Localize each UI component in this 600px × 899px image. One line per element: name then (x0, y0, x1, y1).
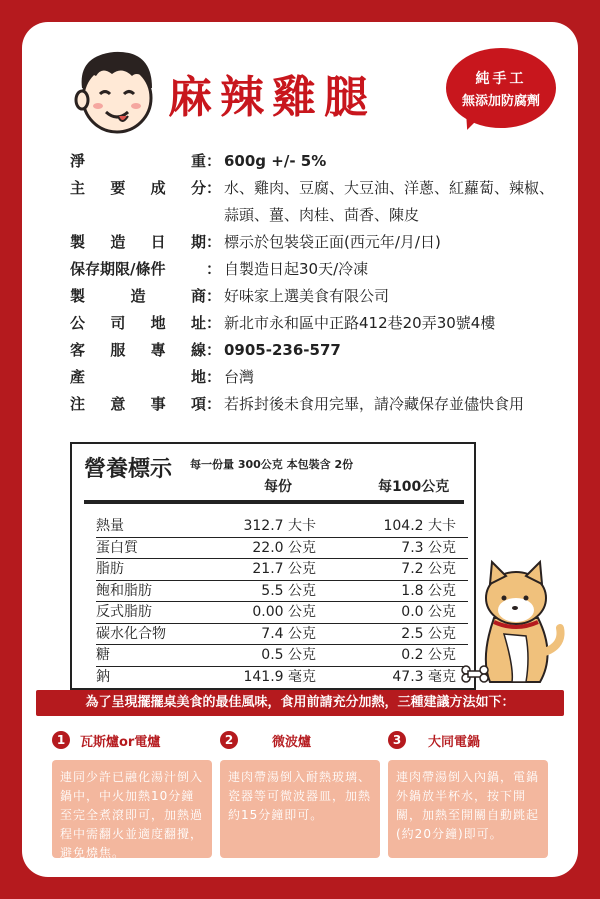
col-per-100g: 每100公克 (378, 479, 450, 495)
nutrition-name: 飽和脂肪 (96, 582, 152, 599)
nutrition-name: 鈉 (96, 668, 110, 685)
method-microwave (220, 728, 380, 858)
info-row-address: 公 司 地 址 ： 新北市永和區中正路412巷20弄30號4樓 (70, 314, 496, 332)
nutrition-row (96, 581, 468, 603)
badge-line-2: 無添加防腐劑 (461, 94, 540, 109)
method-text: 連同少許已融化湯汁倒入鍋中，中火加熱10分鐘至完全煮滾即可，加熱過程中需翻火並適度翻攪，避免燒焦。 (52, 760, 212, 858)
nutrition-per-serving: 5.5 公克 (261, 582, 316, 599)
product-title: 麻辣雞腿 (168, 72, 376, 123)
method-text: 連肉帶湯倒入內鍋，電鍋外鍋放半杯水，按下開關，加熱至開關自動跳起(約20分鐘)即可。 (388, 760, 548, 858)
nutrition-per-100g: 47.3 毫克 (392, 668, 456, 685)
nutrition-per-100g: 7.2 公克 (401, 561, 456, 577)
method-title: 微波爐 (272, 734, 312, 750)
nutrition-row (96, 559, 468, 581)
nutrition-name: 碳水化合物 (96, 625, 166, 642)
nutrition-row (96, 645, 468, 667)
info-row-origin: 產 地 ： 台灣 (70, 368, 255, 386)
nutrition-per-serving: 0.00 公克 (252, 604, 316, 620)
handmade-badge (446, 48, 564, 134)
nutrition-per-serving: 7.4 公克 (261, 625, 316, 642)
info-row-notice: 注 意 事 項 ： 若拆封後未食用完畢，請冷藏保存並儘快食用 (70, 395, 525, 413)
info-row-weight: 淨 重 ： 600g +/- 5% (70, 152, 327, 170)
method-title: 大同電鍋 (428, 734, 481, 750)
heating-banner: 為了呈現擺擺桌美食的最佳風味，食用前請充分加熱，三種建議方法如下： (36, 690, 564, 716)
nutrition-per-100g: 1.8 公克 (401, 582, 456, 599)
nutrition-table (70, 442, 476, 690)
nutrition-per-serving: 22.0 公克 (252, 539, 316, 556)
method-rice-cooker (388, 728, 548, 858)
nutrition-per-100g: 104.2 大卡 (383, 518, 456, 534)
nutrition-per-100g: 2.5 公克 (401, 625, 456, 642)
serving-info: 每一份量 300公克 本包裝含 2份 (190, 458, 354, 471)
nutrition-rows (96, 516, 468, 688)
method-number: 3 (388, 731, 406, 749)
product-info (70, 148, 570, 418)
nutrition-per-serving: 0.5 公克 (261, 647, 316, 663)
info-row-manufacturer: 製 造 商 ： 好味家上選美食有限公司 (70, 287, 390, 305)
nutrition-row (96, 667, 468, 689)
info-row-shelf-life: 保存期限/條件 ： 自製造日起30天/冷凍 (70, 260, 369, 278)
method-number: 2 (220, 731, 238, 749)
info-row-mfg-date: 製 造 日 期 ： 標示於包裝袋正面(西元年/月/日) (70, 233, 441, 251)
method-title: 瓦斯爐or電爐 (80, 734, 161, 750)
nutrition-row (96, 624, 468, 646)
nutrition-row (96, 538, 468, 560)
badge-line-1: 純手工 (475, 71, 527, 87)
nutrition-per-100g: 0.0 公克 (401, 604, 456, 620)
method-text: 連肉帶湯倒入耐熱玻璃、瓷器等可微波器皿，加熱約15分鐘即可。 (220, 760, 380, 858)
nutrition-name: 熱量 (96, 518, 124, 534)
nutrition-row (96, 602, 468, 624)
nutrition-per-serving: 141.9 毫克 (243, 668, 316, 685)
method-number: 1 (52, 731, 70, 749)
method-gas-stove (52, 728, 212, 858)
nutrition-name: 脂肪 (96, 561, 124, 577)
boy-face-icon (72, 42, 162, 138)
nutrition-row (96, 516, 468, 538)
nutrition-per-serving: 312.7 大卡 (243, 518, 316, 534)
col-per-serving: 每份 (264, 479, 292, 495)
nutrition-name: 糖 (96, 647, 110, 663)
info-row-hotline: 客 服 專 線 ： 0905-236-577 (70, 341, 341, 359)
nutrition-per-100g: 0.2 公克 (401, 647, 456, 663)
shiba-dog-icon (460, 558, 570, 688)
nutrition-per-100g: 7.3 公克 (401, 539, 456, 556)
nutrition-per-serving: 21.7 公克 (252, 561, 316, 577)
nutrition-name: 反式脂肪 (96, 604, 152, 620)
nutrition-name: 蛋白質 (96, 539, 138, 556)
nutrition-title: 營養標示 (84, 457, 173, 482)
info-row-ingredients: 主 要 成 分 ： 水、雞肉、豆腐、大豆油、洋蔥、紅蘿蔔、辣椒、 蒜頭、薑、肉桂、茴香、陳皮 (70, 179, 555, 224)
